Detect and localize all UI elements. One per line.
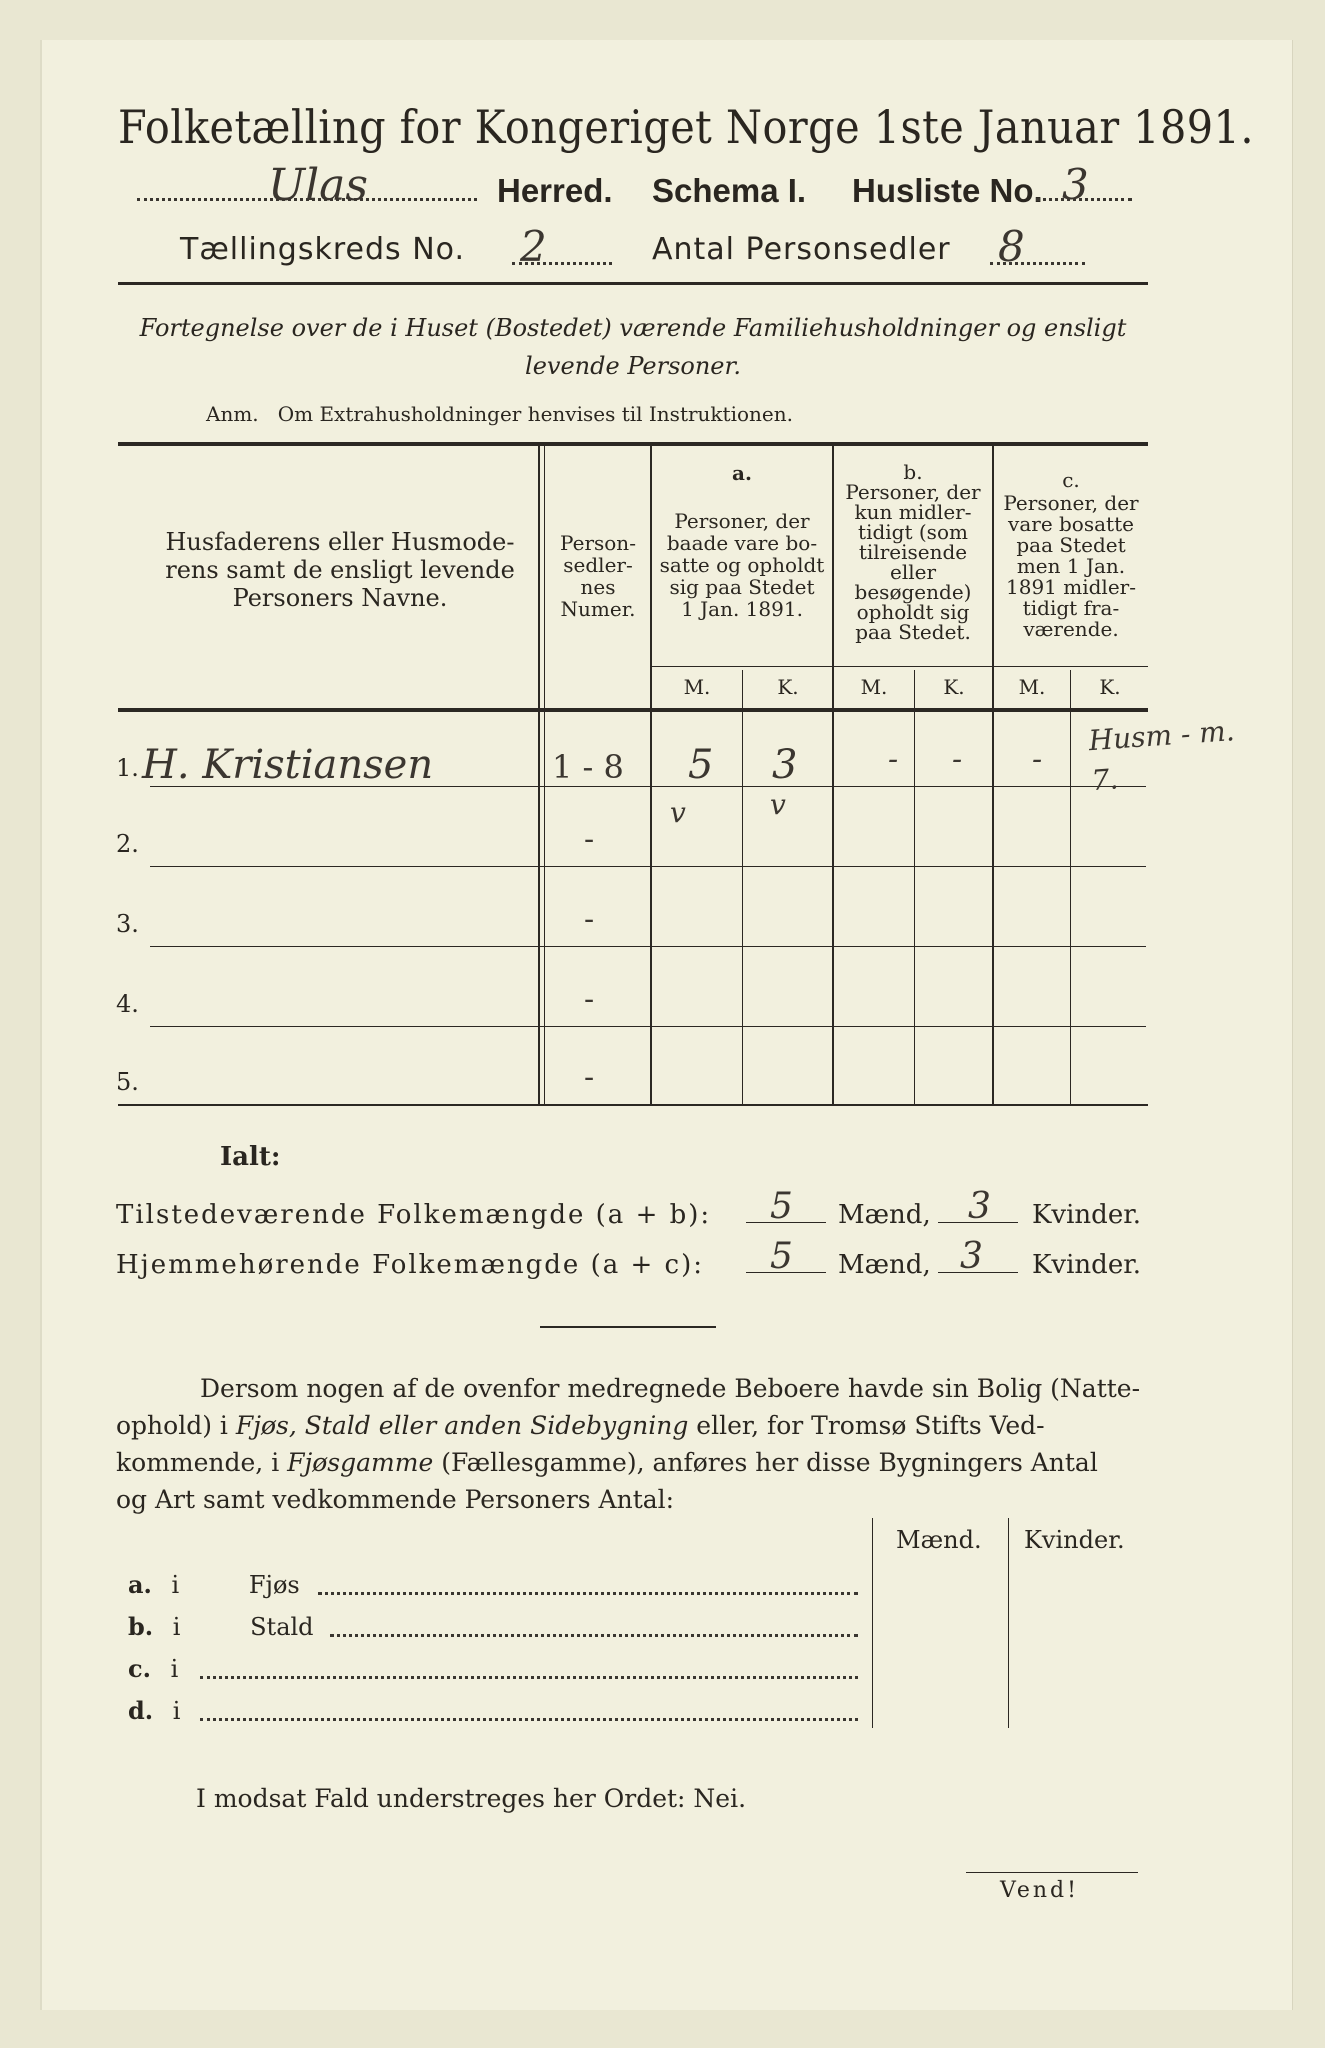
row-2-a-k: v <box>770 788 786 821</box>
row-2-line <box>150 866 1146 867</box>
c-m-label: M. <box>1018 675 1046 699</box>
row-3-number: 3. <box>116 910 139 938</box>
totals-row-2-kvinder: Kvinder. <box>1032 1250 1142 1280</box>
b-k-label: K. <box>943 675 965 699</box>
herred-value: Ulas <box>268 160 368 211</box>
col-divider-name <box>538 446 540 1104</box>
row-1-name: H. Kristiansen <box>142 742 434 788</box>
intro-line-1: Fortegnelse over de i Huset (Bostedet) værende Familiehusholdninger og ensligt <box>139 314 1127 342</box>
anm-note: Anm. Om Extrahusholdninger henvises til Instruktionen. <box>206 402 793 426</box>
intro-line-2: levende Personer. <box>525 352 741 380</box>
col-header-a: a. Personer, der baade vare bo- satte og opholdt sig paa Stedet 1 Jan. 1891. <box>659 461 825 621</box>
totals-row-2-m: 5 <box>770 1236 793 1277</box>
totals-row-2-maend: Mænd, <box>838 1250 931 1280</box>
herred-label: Herred. <box>497 172 613 209</box>
husliste-label: Husliste No. <box>852 172 1043 209</box>
row-1-a-m: 5 <box>688 742 714 788</box>
building-row-b-dots <box>330 1634 858 1637</box>
building-row-c: c. i <box>128 1654 179 1683</box>
col-divider-numer-left <box>544 446 545 1104</box>
antal-value: 8 <box>998 222 1025 271</box>
ialt-label: Ialt: <box>220 1142 281 1172</box>
totals-row-1-k: 3 <box>968 1186 991 1227</box>
building-row-d: d. i <box>128 1696 181 1725</box>
antal-label: Antal Personsedler <box>652 232 951 267</box>
building-row-d-dots <box>200 1718 858 1721</box>
building-row-a: a. i Fjøs <box>128 1570 300 1599</box>
building-row-c-dots <box>200 1676 858 1679</box>
col-header-name: Husfaderens eller Husmode- rens samt de ensligt levende Personers Navne. <box>165 528 515 612</box>
form-title: Folketælling for Kongeriget Norge 1ste Januar 1891. <box>118 100 1254 154</box>
buildings-divider-1 <box>872 1518 873 1728</box>
row-2-numer: - <box>584 822 595 857</box>
row-5-number: 5. <box>116 1068 139 1096</box>
a-k-label: K. <box>777 675 799 699</box>
totals-row-2-label: Hjemmehørende Folkemængde (a + c): <box>116 1250 704 1280</box>
col-divider-c-mk <box>1070 670 1071 1104</box>
row-1-note: Husm - m. 7. <box>1087 714 1236 798</box>
row-1-c-m: - <box>1032 742 1043 777</box>
row-3-numer: - <box>584 902 595 937</box>
totals-row-2-k: 3 <box>960 1236 983 1277</box>
totals-row-1-m: 5 <box>770 1186 793 1227</box>
totals-row-1-label: Tilstedeværende Folkemængde (a + b): <box>116 1200 712 1230</box>
row-2-a-m: v <box>670 796 686 829</box>
col-divider-b-mk <box>914 670 915 1104</box>
row-1-b-m: - <box>888 742 899 777</box>
modsat-note: I modsat Fald understreges her Ordet: Nei. <box>196 1784 747 1813</box>
section-divider <box>540 1326 716 1328</box>
row-1-number: 1. <box>116 754 139 782</box>
row-4-number: 4. <box>116 990 139 1018</box>
b-m-label: M. <box>860 675 888 699</box>
totals-row-1-kvinder: Kvinder. <box>1032 1200 1142 1230</box>
husliste-value: 3 <box>1062 160 1089 209</box>
vend-label: Vend! <box>1000 1878 1079 1903</box>
totals-row-1-maend: Mænd, <box>838 1200 931 1230</box>
taellingskreds-value: 2 <box>520 222 547 271</box>
row-5-numer: - <box>584 1060 595 1095</box>
vend-rule <box>966 1872 1138 1873</box>
col-header-numer: Person- sedler- nes Numer. <box>560 531 636 621</box>
buildings-paragraph: Dersom nogen af de ovenfor medregnede Beboere havde sin Bolig (Natte- ophold) i Fjøs, Stald eller anden Sidebygning eller, for Tromsø Stifts Ved- kommende, i Fjøsgamme (Fællesgamme), anføres her disse Bygningers Antal og Art samt vedkommende Personers Antal: <box>116 1374 1141 1514</box>
row-4-line <box>150 1026 1146 1027</box>
buildings-col-kvinder: Kvinder. <box>1024 1526 1125 1554</box>
row-1-b-k: - <box>952 742 963 777</box>
header-rule <box>118 282 1148 285</box>
row-4-numer: - <box>584 982 595 1017</box>
a-m-label: M. <box>683 675 711 699</box>
col-header-c: c. Personer, der vare bosatte paa Stedet men 1 Jan. 1891 midler- tidigt fra- værende. <box>1003 468 1139 641</box>
row-3-line <box>150 946 1146 947</box>
schema-label: Schema I. <box>652 172 807 209</box>
building-row-b: b. i Stald <box>128 1612 314 1641</box>
building-row-a-dots <box>318 1592 858 1595</box>
row-1-a-k: 3 <box>772 742 798 788</box>
col-header-b: b. Personer, der kun midler- tidigt (som tilreisende eller besøgende) opholdt sig paa Stedet. <box>845 460 981 644</box>
taellingskreds-label: Tællingskreds No. <box>180 232 465 267</box>
row-1-numer: 1 - 8 <box>552 748 624 786</box>
buildings-col-maend: Mænd. <box>896 1526 982 1554</box>
buildings-divider-2 <box>1008 1518 1009 1728</box>
table-bottom-rule <box>118 1104 1148 1106</box>
col-divider-a-mk <box>742 670 743 1104</box>
c-k-label: K. <box>1099 675 1121 699</box>
mk-top-rule <box>650 666 1148 667</box>
row-2-number: 2. <box>116 830 139 858</box>
